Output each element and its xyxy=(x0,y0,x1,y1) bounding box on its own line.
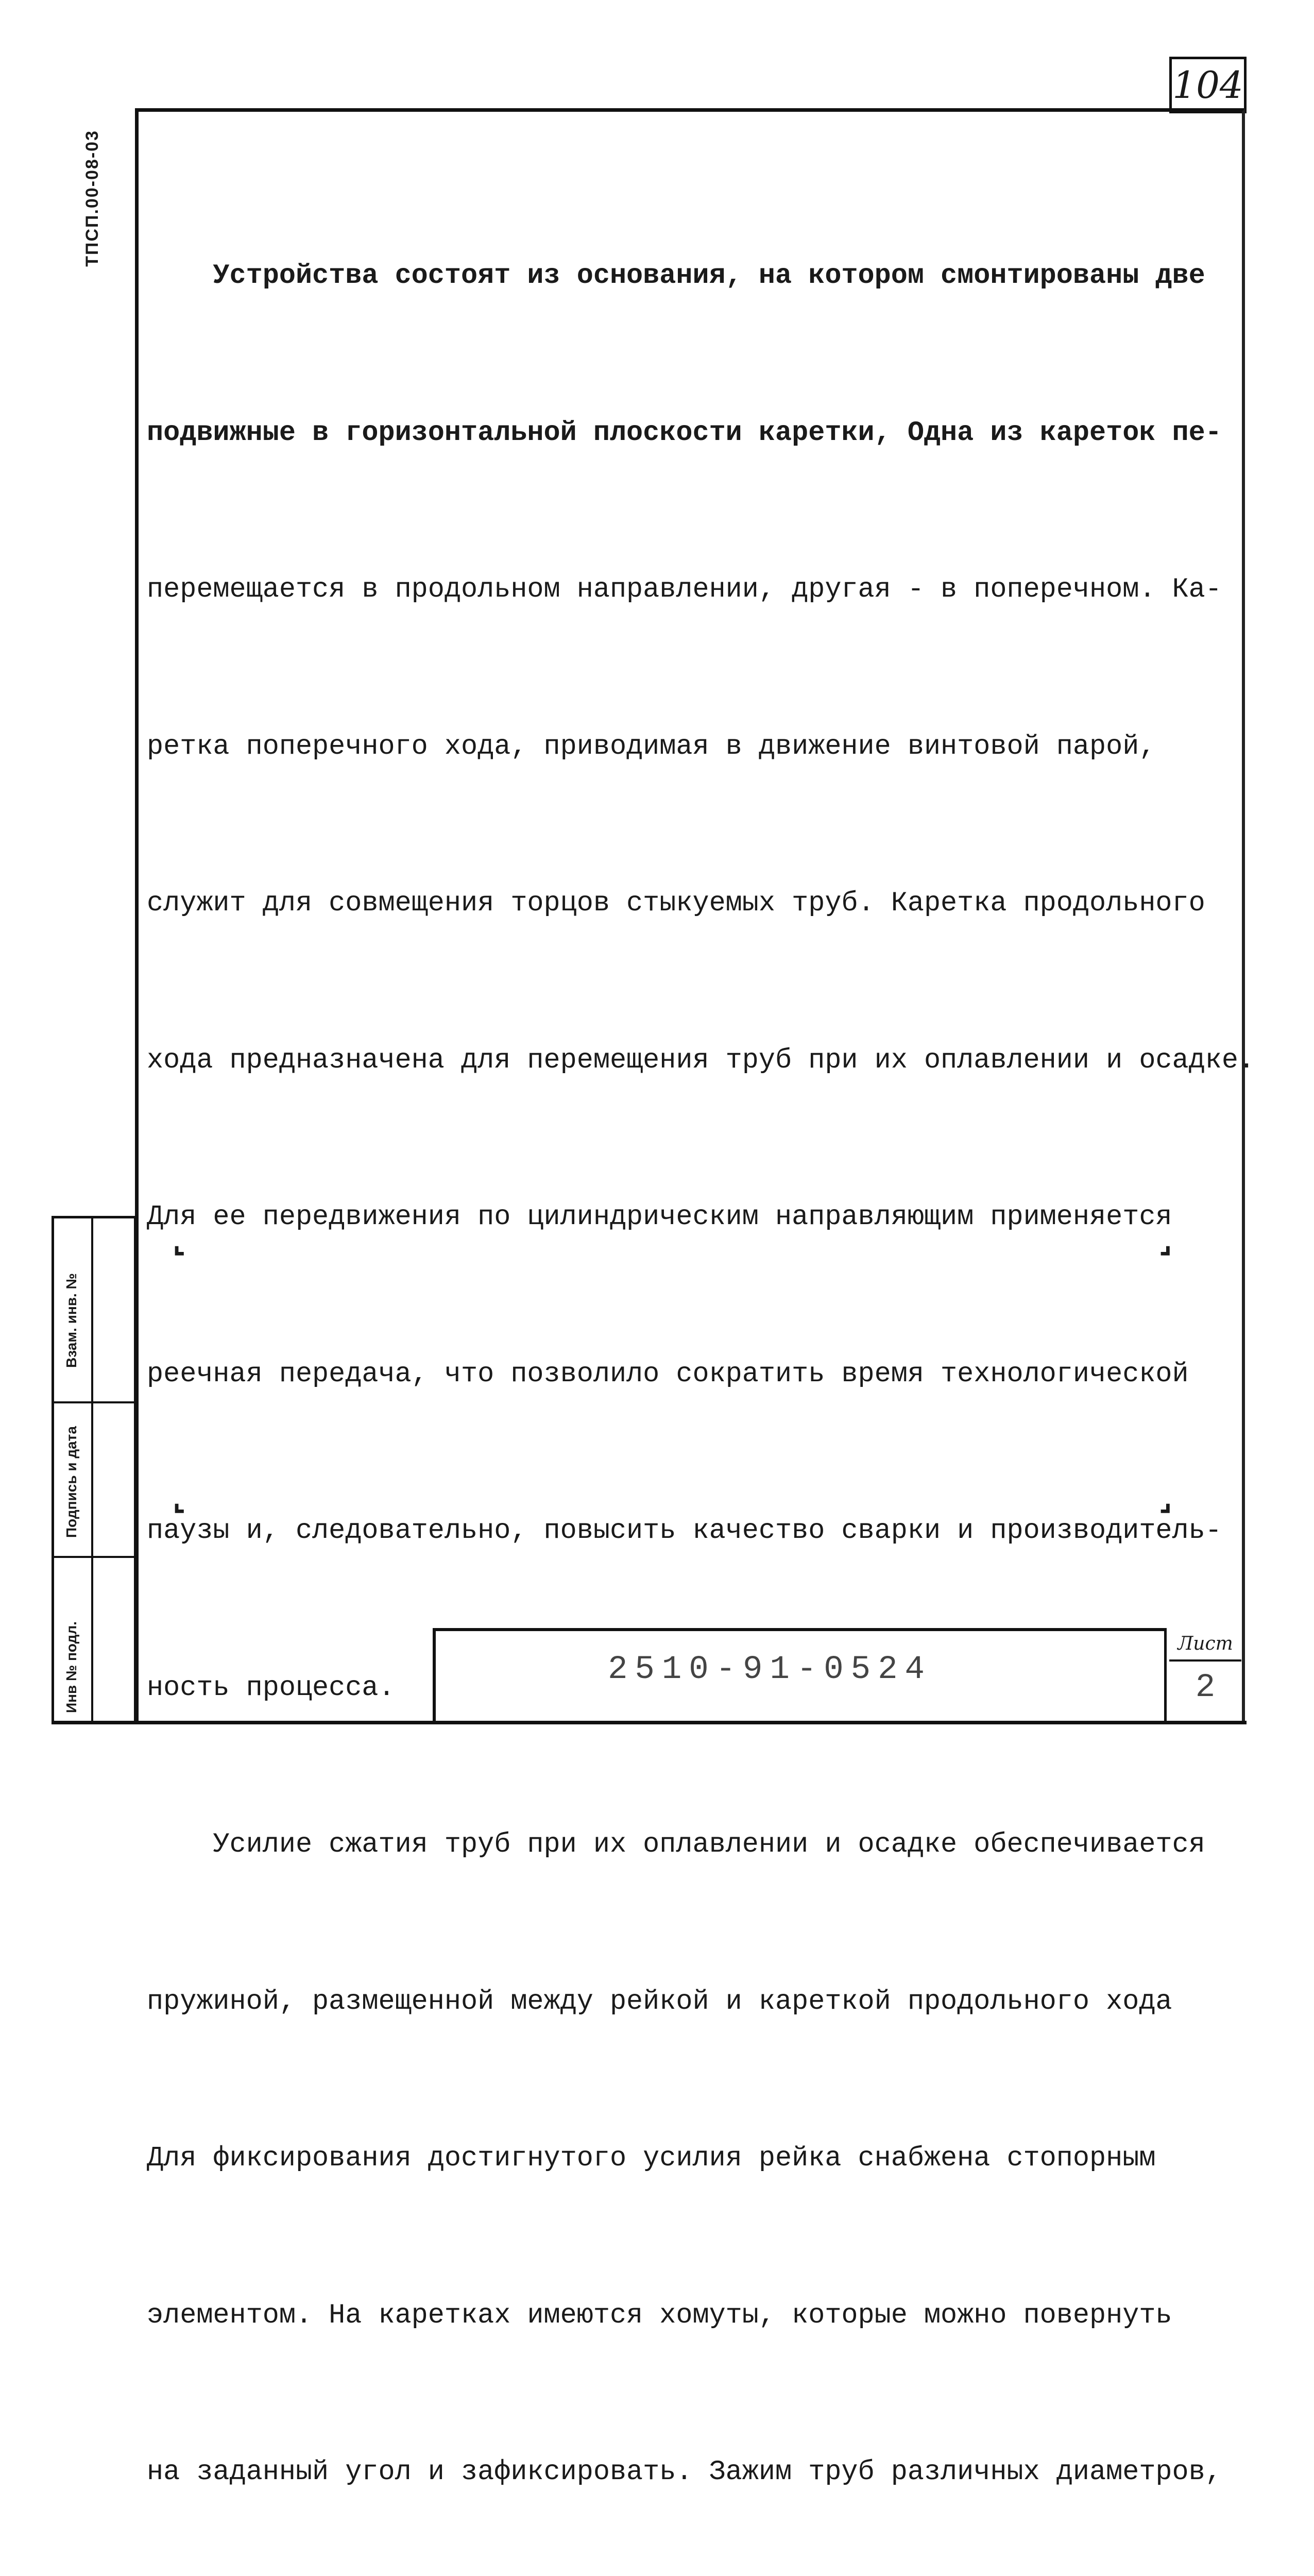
text-line: Для ее передвижения по цилиндрическим направляющим применяется xyxy=(147,1201,1172,1233)
text-line: ность процесса. xyxy=(147,1672,395,1704)
body-text xyxy=(147,145,1255,2576)
stamp-block xyxy=(52,1216,136,1723)
sheet-number: 2 xyxy=(1195,1669,1216,1706)
stamp-label-signature-date: Подпись и дата xyxy=(63,1426,79,1538)
footer-document-code: 2510-91-0524 xyxy=(608,1651,932,1688)
text-line: Для фиксирования достигнутого усилия рейка снабжена стопорным xyxy=(147,2143,1156,2174)
insert-corner-mark: ⌟ xyxy=(1159,1484,1172,1516)
text-line: Усилие сжатия труб при их оплавлении и осадке обеспечивается xyxy=(147,1829,1205,1860)
text-line: перемещается в продольном направлении, другая - в поперечном. Ка- xyxy=(147,574,1222,605)
text-line: ретка поперечного хода, приводимая в движение винтовой парой, xyxy=(147,731,1156,762)
sheet-label: Лист xyxy=(1169,1633,1241,1662)
stamp-label-original-inv: Инв № подл. xyxy=(63,1621,79,1713)
text-line: хода предназначена для перемещения труб при их оплавлении и осадке. xyxy=(147,1044,1255,1076)
insert-corner-mark: ⌞ xyxy=(173,1484,186,1516)
insert-corner-mark: ⌞ xyxy=(173,1226,186,1259)
text-line: подвижные в горизонтальной плоскости каретки, Одна из кареток пе- xyxy=(147,417,1222,449)
text-line: Устройства состоят из основания, на котором смонтированы две xyxy=(147,260,1205,292)
stamp-label-exchange-no: Взам. инв. № xyxy=(63,1273,79,1368)
insert-corner-mark: ⌟ xyxy=(1159,1226,1172,1259)
text-line: элементом. На каретках имеются хомуты, которые можно повернуть xyxy=(147,2299,1172,2331)
stamp-row-divider xyxy=(54,1556,134,1558)
margin-document-code: ТПСП.00-08-03 xyxy=(82,130,102,267)
stamp-row-divider xyxy=(54,1401,134,1403)
text-line: паузы и, следовательно, повысить качество сварки и производитель- xyxy=(147,1515,1222,1547)
text-line: на заданный угол и зафиксировать. Зажим труб различных диаметров, xyxy=(147,2456,1222,2488)
text-line: пружиной, размещенной между рейкой и кареткой продольного хода xyxy=(147,1986,1172,2018)
text-line: служит для совмещения торцов стыкуемых труб. Каретка продольного xyxy=(147,888,1205,919)
text-line: реечная передача, что позволило сократить время технологической xyxy=(147,1358,1189,1390)
page-number: 104 xyxy=(1169,57,1247,113)
